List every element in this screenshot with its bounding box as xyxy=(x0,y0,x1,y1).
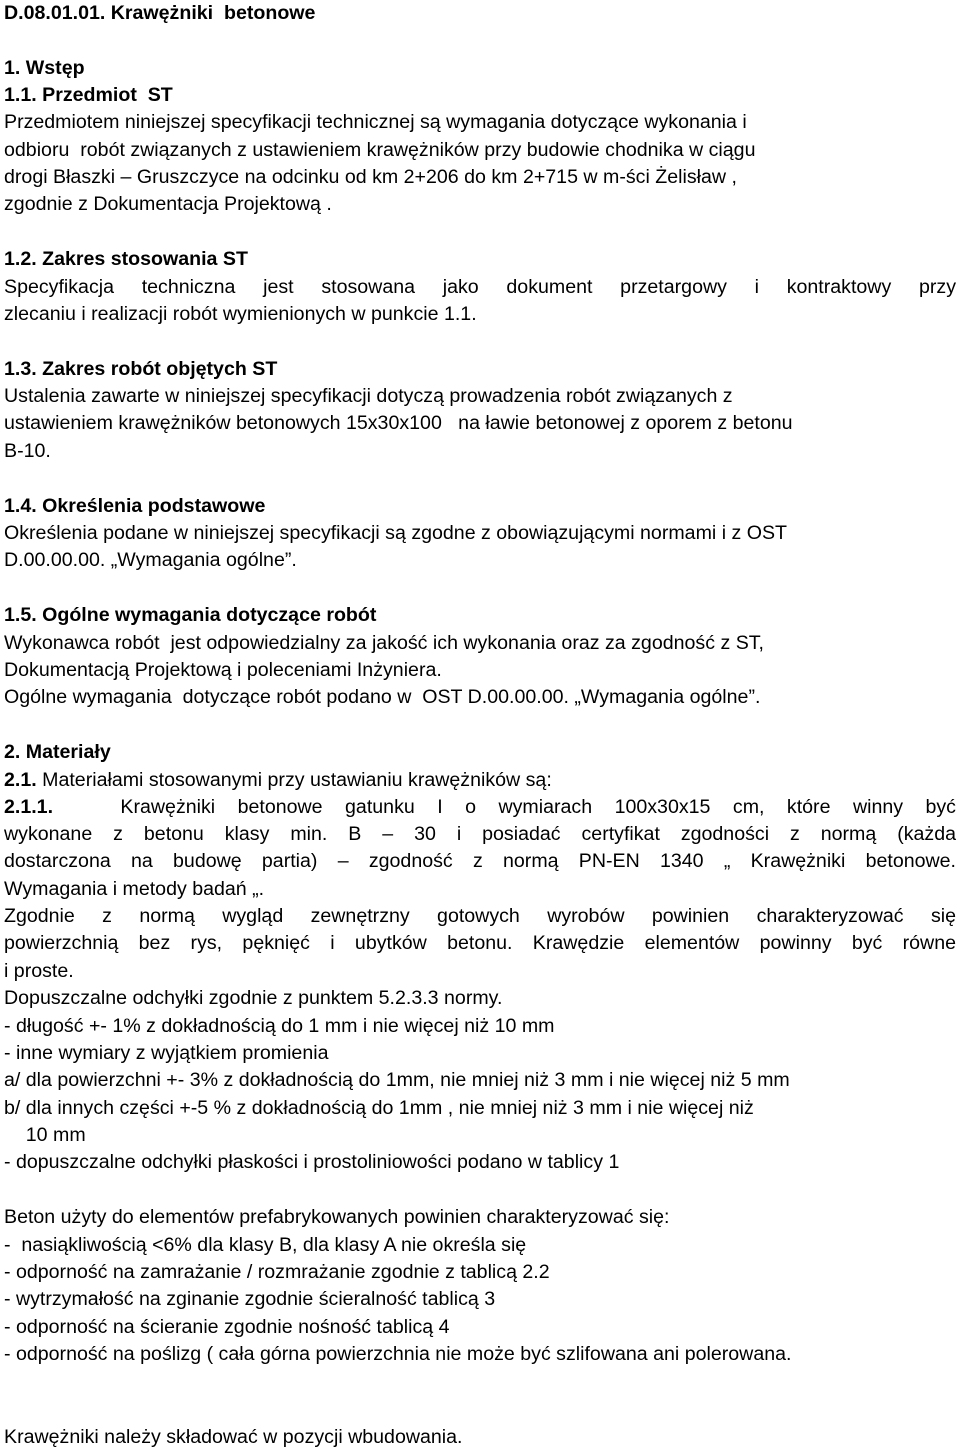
paragraph-line: Beton użyty do elementów prefabrykowanych powinien charakteryzować się: xyxy=(4,1206,670,1228)
paragraph-line: Wymagania i metody badań „. xyxy=(4,878,265,900)
paragraph-line: Zgodnie z normą wygląd zewnętrzny gotowych wyrobów powinien charakteryzować się xyxy=(4,905,956,927)
paragraph-line: drogi Błaszki – Gruszczyce na odcinku od km 2+206 do km 2+715 w m-ści Żelisław , xyxy=(4,166,737,188)
subsection-text: Krawężniki betonowe gatunku I o wymiarach 100x30x15 cm, które winny być xyxy=(120,796,956,818)
paragraph-line: i proste. xyxy=(4,960,74,982)
paragraph-line: wykonane z betonu klasy min. B – 30 i posiadać certyfikat zgodności z normą (każda xyxy=(4,823,956,845)
section-heading: 2. Materiały xyxy=(4,741,111,763)
list-item: - odporność na ścieranie zgodnie nośność tablicą 4 xyxy=(4,1316,450,1338)
list-item: b/ dla innych części +-5 % z dokładnością do 1mm , nie mniej niż 3 mm i nie więcej niż xyxy=(4,1097,754,1119)
paragraph-line: powierzchnią bez rys, pęknięć i ubytków betonu. Krawędzie elementów powinny być równe xyxy=(4,932,956,954)
subsection-number: 2.1. xyxy=(4,769,37,791)
list-item: 10 mm xyxy=(4,1124,86,1146)
list-item: - nasiąkliwością <6% dla klasy B, dla klasy A nie określa się xyxy=(4,1234,527,1256)
list-item: - dopuszczalne odchyłki płaskości i prostoliniowości podano w tablicy 1 xyxy=(4,1151,620,1173)
section-heading: 1.1. Przedmiot ST xyxy=(4,84,173,106)
list-item: - odporność na zamrażanie / rozmrażanie zgodnie z tablicą 2.2 xyxy=(4,1261,550,1283)
paragraph-line: B-10. xyxy=(4,440,51,462)
subsection-text: Materiałami stosowanymi przy ustawianiu krawężników są: xyxy=(42,769,552,791)
subsection-line xyxy=(4,767,552,794)
paragraph-line: D.00.00.00. „Wymagania ogólne”. xyxy=(4,549,297,571)
paragraph-line: Ogólne wymagania dotyczące robót podano w OST D.00.00.00. „Wymagania ogólne”. xyxy=(4,686,761,708)
subsection-number: 2.1.1. xyxy=(4,796,54,818)
paragraph-line: Wykonawca robót jest odpowiedzialny za jakość ich wykonania oraz za zgodność z ST, xyxy=(4,632,765,654)
paragraph-line: Określenia podane w niniejszej specyfikacji są zgodne z obowiązującymi normami i z OST xyxy=(4,522,788,544)
paragraph-line: dostarczona na budowę partia) – zgodność z normą PN-EN 1340 „ Krawężniki betonowe. xyxy=(4,850,956,872)
paragraph-line: Dopuszczalne odchyłki zgodnie z punktem 5.2.3.3 normy. xyxy=(4,987,503,1009)
paragraph-line: zlecaniu i realizacji robót wymienionych w punkcie 1.1. xyxy=(4,303,477,325)
doc-title: D.08.01.01. Krawężniki betonowe xyxy=(4,2,316,24)
paragraph-line: Ustalenia zawarte w niniejszej specyfikacji dotyczą prowadzenia robót związanych z xyxy=(4,385,733,407)
list-item: - inne wymiary z wyjątkiem promienia xyxy=(4,1042,329,1064)
list-item: - odporność na poślizg ( cała górna powierzchnia nie może być szlifowana ani polerowana. xyxy=(4,1343,792,1365)
list-item: - wytrzymałość na zginanie zgodnie ścieralność tablicą 3 xyxy=(4,1288,496,1310)
section-heading: 1.5. Ogólne wymagania dotyczące robót xyxy=(4,604,377,626)
list-item: a/ dla powierzchni +- 3% z dokładnością do 1mm, nie mniej niż 3 mm i nie więcej niż 5 mm xyxy=(4,1069,790,1091)
paragraph-line: Przedmiotem niniejszej specyfikacji technicznej są wymagania dotyczące wykonania i xyxy=(4,111,747,133)
paragraph-line: Specyfikacja techniczna jest stosowana jako dokument przetargowy i kontraktowy przy xyxy=(4,276,956,298)
list-item: - długość +- 1% z dokładnością do 1 mm i nie więcej niż 10 mm xyxy=(4,1015,555,1037)
paragraph-line: Krawężniki należy składować w pozycji wbudowania. xyxy=(4,1426,463,1448)
section-heading: 1.3. Zakres robót objętych ST xyxy=(4,358,278,380)
section-heading: 1. Wstęp xyxy=(4,57,85,79)
paragraph-line: odbioru robót związanych z ustawieniem krawężników przy budowie chodnika w ciągu xyxy=(4,139,756,161)
section-heading: 1.4. Określenia podstawowe xyxy=(4,495,266,517)
section-heading: 1.2. Zakres stosowania ST xyxy=(4,248,248,270)
subsection-line xyxy=(4,794,956,821)
paragraph-line: ustawieniem krawężników betonowych 15x30x100 na ławie betonowej z oporem z betonu xyxy=(4,412,793,434)
paragraph-line: zgodnie z Dokumentacja Projektową . xyxy=(4,193,332,215)
paragraph-line: Dokumentacją Projektową i poleceniami Inżyniera. xyxy=(4,659,442,681)
